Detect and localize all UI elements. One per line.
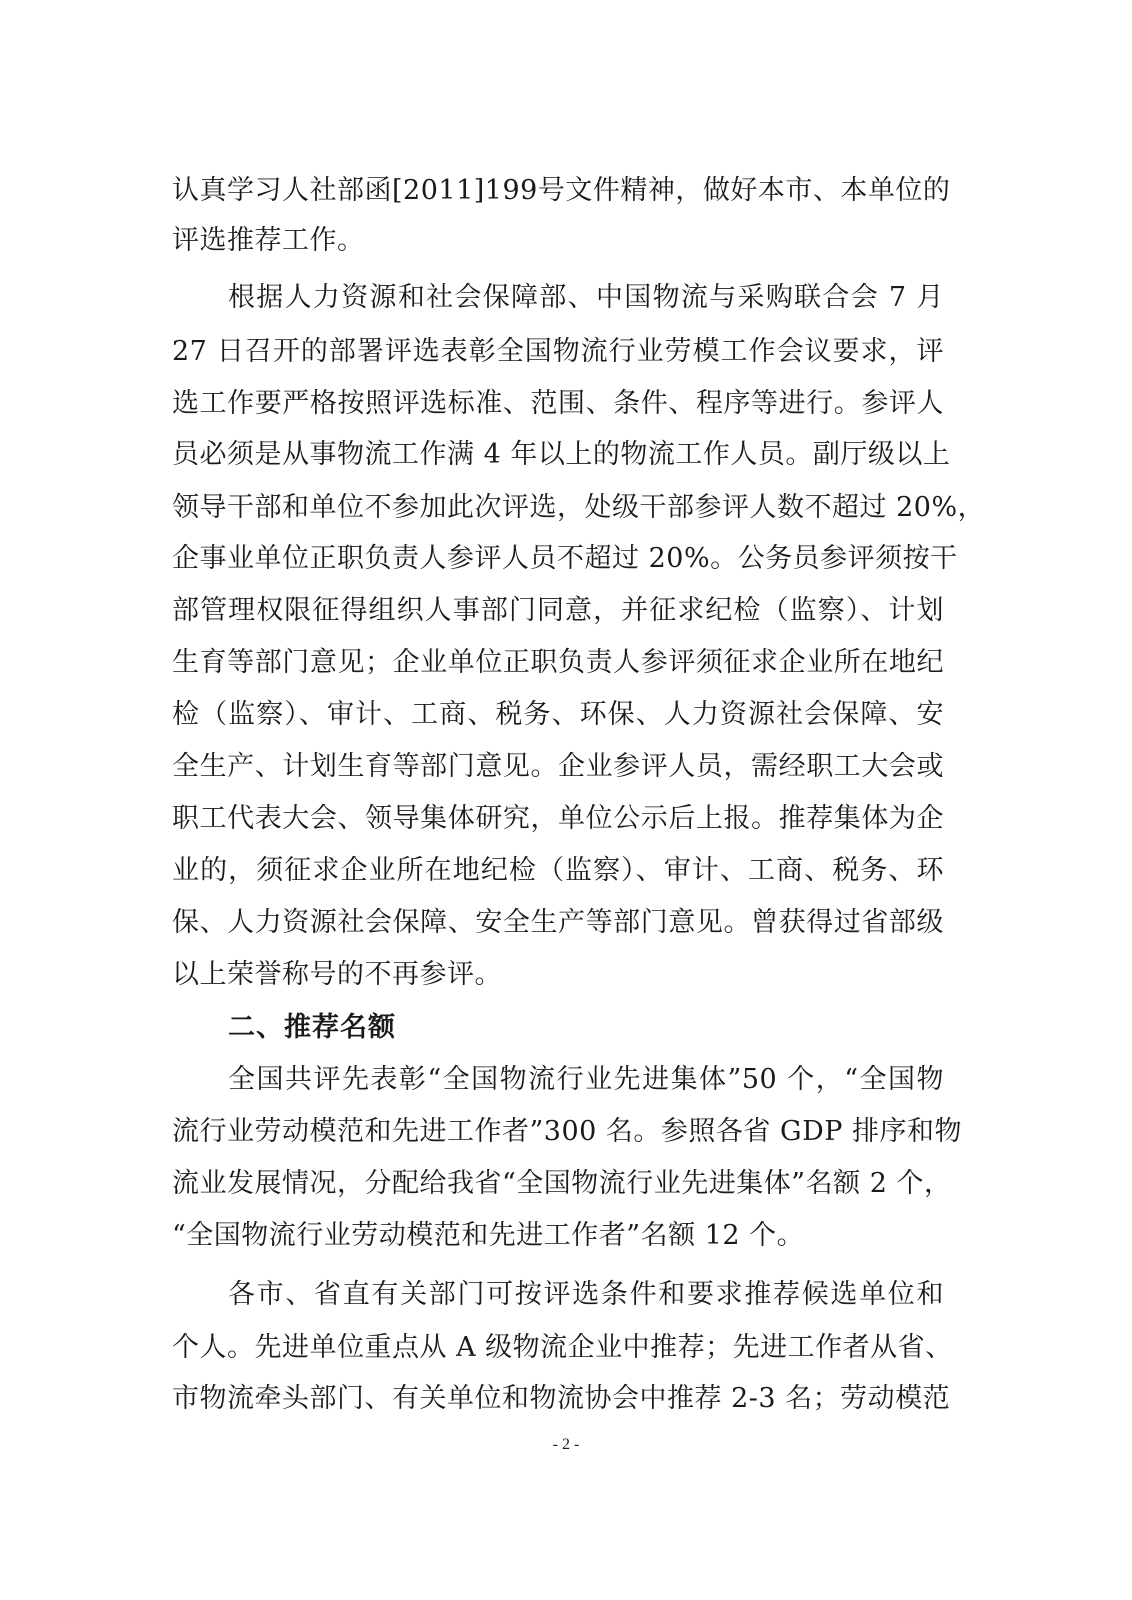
body-line: 员必须是从事物流工作满 4 年以上的物流工作人员。副厅级以上 <box>172 439 951 470</box>
body-line: “全国物流行业劳动模范和先进工作者”名额 12 个。 <box>172 1220 805 1251</box>
body-line: 评选推荐工作。 <box>172 225 365 256</box>
body-line: 职工代表大会、领导集体研究，单位公示后上报。推荐集体为企 <box>172 803 944 834</box>
body-line: 各市、省直有关部门可按评选条件和要求推荐候选单位和 <box>228 1279 944 1310</box>
body-line: 生育等部门意见；企业单位正职负责人参评须征求企业所在地纪 <box>172 647 944 678</box>
body-line: 选工作要严格按照评选标准、范围、条件、程序等进行。参评人 <box>172 388 944 419</box>
body-line: 全生产、计划生育等部门意见。企业参评人员，需经职工大会或 <box>172 751 944 782</box>
body-line: 个人。先进单位重点从 A 级物流企业中推荐；先进工作者从省、 <box>172 1332 953 1363</box>
body-line: 根据人力资源和社会保障部、中国物流与采购联合会 7 月 <box>228 282 944 313</box>
section-heading: 二、推荐名额 <box>228 1012 396 1043</box>
body-line: 企事业单位正职负责人参评人员不超过 20%。公务员参评须按干 <box>172 543 958 574</box>
page-number: - 2 - <box>552 1436 580 1453</box>
body-line: 检（监察）、审计、工商、税务、环保、人力资源社会保障、安 <box>172 699 944 730</box>
body-line: 领导干部和单位不参加此次评选，处级干部参评人数不超过 20%， <box>172 492 986 523</box>
body-line: 认真学习人社部函[2011]199号文件精神，做好本市、本单位的 <box>172 175 951 206</box>
body-line: 全国共评先表彰“全国物流行业先进集体”50 个，“全国物 <box>228 1064 944 1095</box>
body-line: 27 日召开的部署评选表彰全国物流行业劳模工作会议要求，评 <box>172 336 944 367</box>
body-line: 部管理权限征得组织人事部门同意，并征求纪检（监察）、计划 <box>172 595 944 626</box>
body-line: 保、人力资源社会保障、安全生产等部门意见。曾获得过省部级 <box>172 907 944 938</box>
body-line: 流行业劳动模范和先进工作者”300 名。参照各省 GDP 排序和物 <box>172 1116 962 1147</box>
body-line: 市物流牵头部门、有关单位和物流协会中推荐 2-3 名；劳动模范 <box>172 1383 951 1414</box>
body-line: 以上荣誉称号的不再参评。 <box>172 959 502 990</box>
body-line: 业的，须征求企业所在地纪检（监察）、审计、工商、税务、环 <box>172 855 944 886</box>
body-line: 流业发展情况，分配给我省“全国物流行业先进集体”名额 2 个， <box>172 1168 952 1199</box>
